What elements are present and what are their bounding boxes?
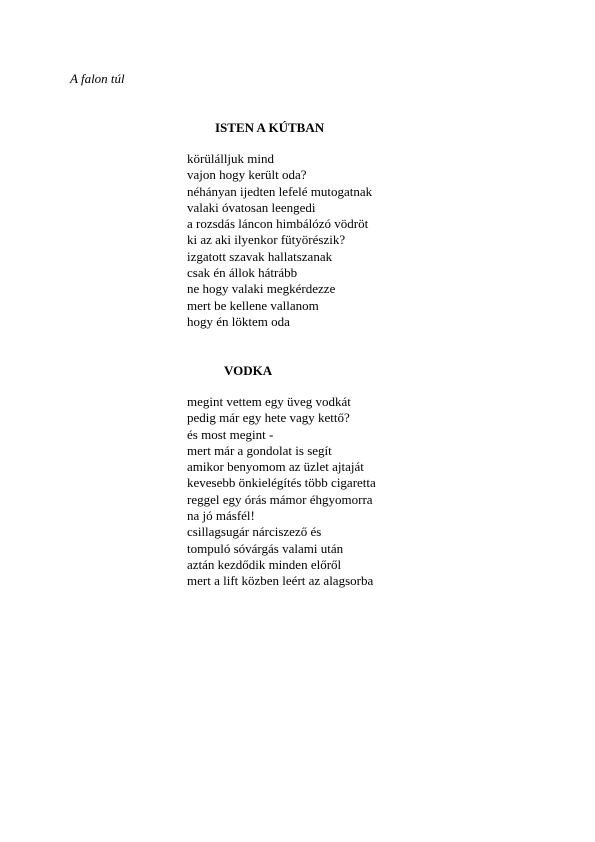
poem-line: és most megint - [187, 426, 274, 442]
running-header-title: A falon túl [70, 71, 125, 86]
poem-line: tompuló sóvárgás valami után [187, 540, 344, 556]
poem-line: aztán kezdődik minden előről [187, 556, 342, 572]
poem-line: csak én állok hátrább [187, 265, 298, 281]
poem-line: körülálljuk mind [187, 151, 275, 166]
poem-line: mert a lift közben leért az alagsorba [187, 573, 374, 589]
poem-body [187, 151, 372, 330]
poem-line: hogy én löktem oda [187, 313, 290, 329]
poem-line: izgatott szavak hallatszanak [187, 248, 333, 264]
poem-line: amikor benyomom az üzlet ajtaját [187, 459, 364, 475]
poem-line: ne hogy valaki megkérdezze [187, 281, 336, 297]
poem-line: vajon hogy került oda? [187, 167, 307, 183]
poem-title: VODKA [224, 363, 273, 378]
poem-line: pedig már egy hete vagy kettő? [187, 410, 350, 426]
poem-line: néhányan ijedten lefelé mutogatnak [187, 183, 373, 199]
poem-line: a rozsdás láncon himbálózó vödröt [187, 216, 369, 232]
poem-line: mert be kellene vallanom [187, 297, 319, 313]
poem-line: kevesebb önkielégítés több cigaretta [187, 475, 376, 491]
poem-line: csillagsugár nárciszező és [187, 524, 322, 540]
poem-line: mert már a gondolat is segít [187, 442, 332, 458]
poem-line: valaki óvatosan leengedi [187, 199, 316, 215]
poem-line: reggel egy órás mámor éhgyomorra [187, 491, 373, 507]
poem-line: megint vettem egy üveg vodkát [187, 394, 351, 409]
poem-body [187, 394, 376, 590]
poem-title: ISTEN A KÚTBAN [215, 120, 325, 135]
poem-line: na jó másfél! [187, 508, 255, 524]
poem-line: ki az aki ilyenkor fütyörészik? [187, 232, 346, 248]
